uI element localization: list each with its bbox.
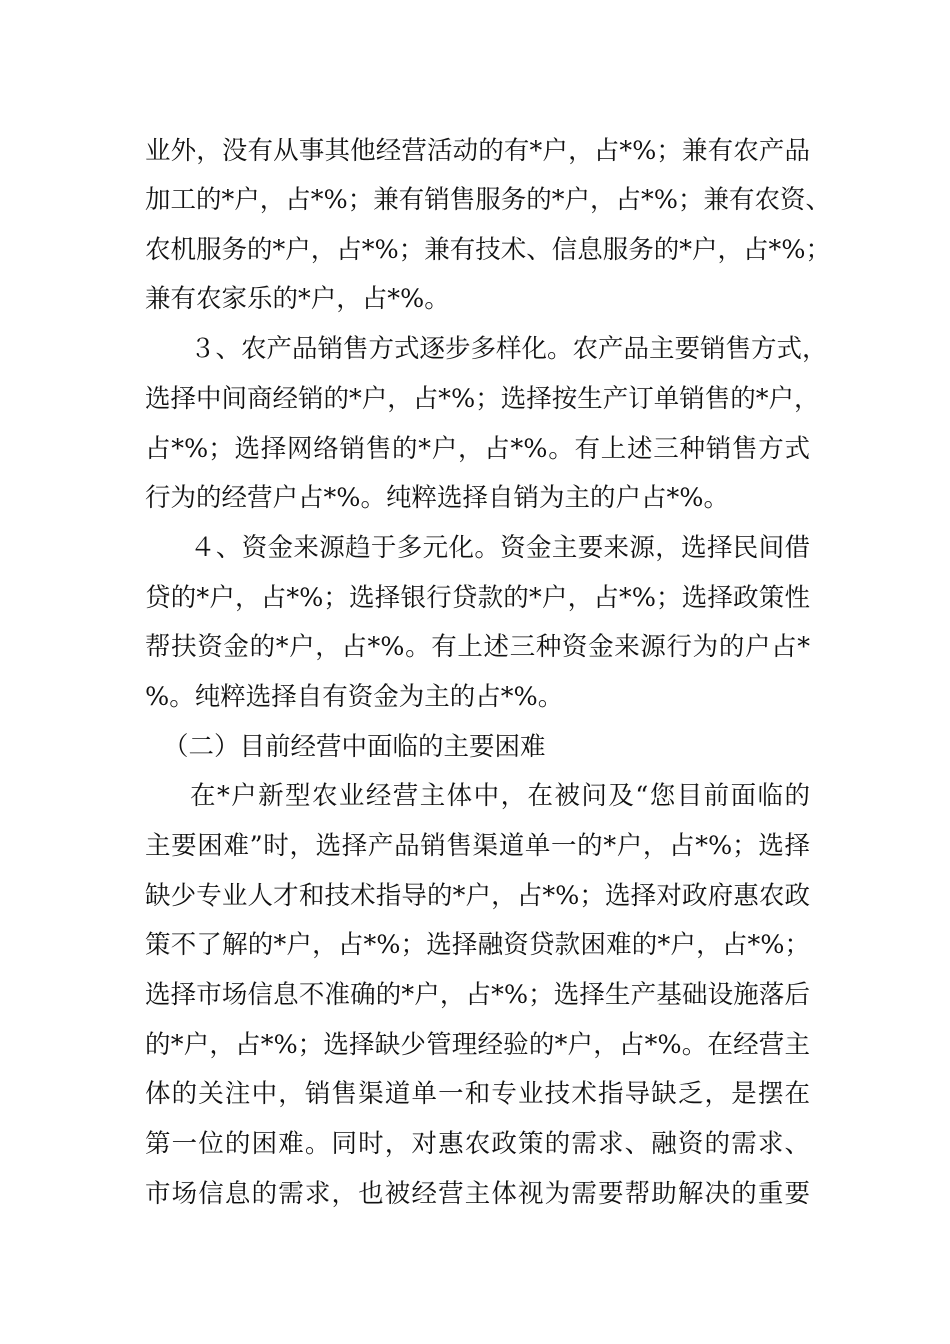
text-line: 策不了解的*户，占*%；选择融资贷款困难的*户，占*%； [145,930,810,960]
text-line: 市场信息的需求，也被经营主体视为需要帮助解决的重要 [145,1179,810,1209]
text-line: 加工的*户，占*%；兼有销售服务的*户，占*%；兼有农资、 [145,185,831,215]
section-heading: （二）目前经营中面临的主要困难 [163,732,546,762]
text-line: %。纯粹选择自有资金为主的占*%。 [145,682,564,712]
text-line: 农机服务的*户，占*%；兼有技术、信息服务的*户，占*%； [145,235,831,265]
paragraph-start-line: 在*户新型农业经营主体中，在被问及“您目前面临的 [190,781,810,811]
text-line: 行为的经营户占*%。纯粹选择自销为主的户占*%。 [145,483,729,513]
paragraph-start-line: ３、农产品销售方式逐步多样化。农产品主要销售方式， [190,334,828,364]
text-line: 第一位的困难。同时，对惠农政策的需求、融资的需求、 [145,1129,810,1159]
text-line: 主要困难”时，选择产品销售渠道单一的*户，占*%；选择 [145,831,810,861]
text-line: 的*户，占*%；选择缺少管理经验的*户，占*%。在经营主 [145,1030,810,1060]
text-line: 兼有农家乐的*户，占*%。 [145,284,450,314]
text-line: 选择市场信息不准确的*户，占*%；选择生产基础设施落后 [145,980,810,1010]
text-line: 贷的*户，占*%；选择银行贷款的*户，占*%；选择政策性 [145,583,810,613]
text-line: 占*%；选择网络销售的*户，占*%。有上述三种销售方式 [145,434,810,464]
text-line: 业外，没有从事其他经营活动的有*户，占*%；兼有农产品 [145,136,810,166]
text-line: 体的关注中，销售渠道单一和专业技术指导缺乏，是摆在 [145,1079,810,1109]
paragraph-start-line: ４、资金来源趋于多元化。资金主要来源，选择民间借 [190,533,810,563]
text-line: 选择中间商经销的*户，占*%；选择按生产订单销售的*户， [145,384,820,414]
text-line: 帮扶资金的*户，占*%。有上述三种资金来源行为的户占* [145,632,810,662]
text-line: 缺少专业人才和技术指导的*户，占*%；选择对政府惠农政 [145,881,810,911]
